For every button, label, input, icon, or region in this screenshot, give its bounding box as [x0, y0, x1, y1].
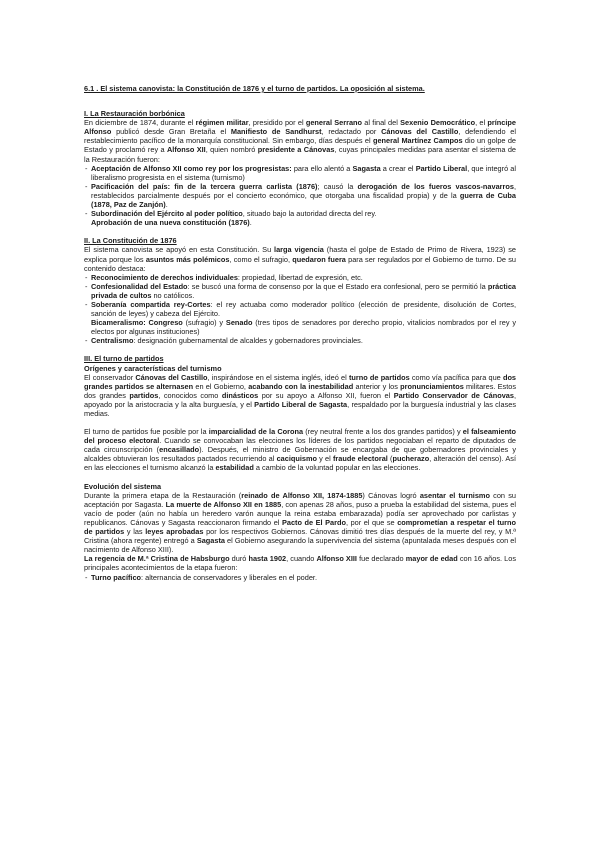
list-item: [84, 182, 516, 209]
text-run: : propiedad, libertad de expresión, etc.: [237, 272, 363, 282]
text-run: no católicos.: [151, 290, 195, 300]
text-run: : alternancia de conservadores y liberales en el poder.: [141, 572, 317, 582]
text-run: .: [249, 218, 252, 228]
bold-text: Manifiesto de Sandhurst: [230, 127, 322, 137]
text-run: , apoyado por la aristocracia y la alta burguesía, y el: [84, 390, 516, 409]
bold-text: acabando con la inestabilidad: [248, 381, 354, 391]
bold-text: caciquismo: [276, 454, 317, 464]
text-run: dio un golpe de Estado y proclamó rey a: [84, 136, 516, 155]
section-heading: II. La Constitución de 1876: [84, 236, 177, 246]
bold-text: derogación de los fueros vascos-navarros: [357, 181, 514, 191]
text-run: , respaldado por la burguesía industrial y las clases medias.: [84, 399, 516, 418]
text-run: El sistema canovista se apoyó en esta Constitución. Su: [84, 245, 275, 255]
bold-text: Alfonso XII: [166, 145, 206, 155]
paragraph: [84, 491, 516, 555]
list-item-continued: [84, 318, 516, 336]
bold-text: leyes aprobadas: [145, 527, 204, 537]
bold-text: estabilidad: [215, 463, 254, 473]
bold-text: presidente a Cánovas: [257, 145, 335, 155]
section-heading: III. El turno de partidos: [84, 354, 164, 364]
list-item: [84, 336, 516, 345]
text-run: , cuyas principales medidas para asentar el sistema de la Restauración fueron:: [84, 145, 516, 164]
text-run: para ser regulados por el Gobierno de turno. De su contenido destaca:: [84, 254, 516, 273]
text-run: , presidido por el: [248, 118, 306, 128]
text-run: , quien nombró: [205, 145, 258, 155]
subsection-heading: Orígenes y características del turnismo: [84, 363, 222, 373]
bold-text: Cánovas del Castillo: [381, 127, 459, 137]
text-run: , como el sufragio,: [229, 254, 293, 264]
bold-text: Turno pacífico: [91, 572, 142, 582]
list-item: [84, 209, 516, 218]
bold-text: Pacto de El Pardo: [281, 517, 346, 527]
bold-text: el falseamiento del proceso electoral: [84, 427, 516, 446]
bold-text: pronunciamientos: [400, 381, 464, 391]
bold-text: comprometían a respetar el turno de partidos: [84, 517, 516, 537]
bold-text: Subordinación del Ejército al poder político: [91, 209, 243, 219]
text-run: Durante la primera etapa de la Restauración (: [84, 490, 242, 500]
bold-text: Sagasta: [196, 536, 225, 546]
text-run: , que integró al liberalismo progresista en el sistema (turnismo): [91, 163, 516, 182]
list-item-continued: [84, 218, 516, 227]
text-run: duró: [229, 554, 249, 564]
bold-text: turno de partidos: [348, 372, 410, 382]
bold-text: fraude electoral: [332, 454, 388, 464]
text-run: fue declarado: [356, 554, 406, 564]
bold-text: La muerte de Alfonso XII en 1885: [165, 499, 282, 509]
bold-text: asentar el turnismo: [419, 490, 490, 500]
text-run: (hasta el golpe de Estado de Primo de Rivera, 1923) se explica porque los: [84, 245, 517, 264]
bold-text: asuntos más polémicos: [145, 254, 230, 264]
text-run: , alteración del censo). Así en las elecciones el turnismo alcanzó la: [84, 454, 516, 473]
text-run: al final del: [362, 118, 401, 128]
text-run: : se buscó una forma de consenso por la que el Estado era confesional, pero se permitió la: [187, 281, 488, 291]
bold-text: dinásticos: [221, 390, 259, 400]
paragraph: [84, 118, 516, 163]
bold-text: reinado de Alfonso XII, 1874-1885: [241, 490, 363, 500]
bold-text: Centralismo: [91, 336, 134, 346]
bold-text: dos grandes partidos se alternasen: [84, 372, 517, 391]
text-run: y las: [124, 527, 146, 537]
bold-text: Cánovas del Castillo: [135, 372, 208, 382]
list-item: [84, 273, 516, 282]
text-run: , redactado por: [321, 127, 382, 137]
bold-text: partidos: [129, 390, 159, 400]
bold-text: pucherazo: [392, 454, 430, 464]
paragraph: [84, 373, 516, 418]
text-run: (rey neutral frente a los dos grandes partidos) y: [303, 427, 463, 437]
bold-text: Partido Liberal de Sagasta: [254, 399, 348, 409]
bold-text: Soberanía compartida rey-Cortes: [91, 299, 211, 309]
text-run: el Gobierno asegurando la supervivencia del sistema (apuntalada meses después con el nacimiento de Alfonso XIII).: [84, 536, 516, 555]
text-run: para ello alentó a: [291, 163, 353, 173]
bold-text: Aceptación de Alfonso XII como rey por los progresistas:: [91, 163, 292, 173]
bold-text: régimen militar: [195, 118, 249, 128]
list-item: [84, 573, 516, 582]
text-run: , con apenas 28 años, puso a prueba la estabilidad del sistema, pues el vacío de poder (aún no había un heredero varón aunque la reina estaba embarazada) podía ser aprovechado por carlistas y republicanos. Cánovas y Sagasta reaccionaron firmando el: [84, 499, 516, 527]
text-run: , restablecidos parcialmente después por el concierto económico, que otorgaba una fiscalidad propia) y de la: [91, 181, 516, 200]
bold-text: general Serrano: [305, 118, 363, 128]
text-run: anterior y los: [353, 381, 401, 391]
bold-text: larga vigencia: [274, 245, 324, 255]
text-run: ) Cánovas logró: [362, 490, 420, 500]
bold-text: Partido Conservador de Cánovas: [393, 390, 514, 400]
text-run: ). Después, el ministro de Gobernación se encargaba de que gobernadores provinciales y alcaldes obtuvieran los resultados pactados recurriendo al: [84, 445, 516, 464]
bold-text: Senado: [225, 318, 253, 328]
paragraph: [84, 427, 516, 472]
text-run: con su aceptación por Sagasta.: [84, 490, 516, 509]
text-run: a crear el: [380, 163, 416, 173]
text-run: : el rey actuaba como moderador político (elección de presidente, disolución de Cortes, sanción de leyes) y cabeza del Ejército.: [91, 299, 516, 319]
text-run: en el Gobierno,: [193, 381, 249, 391]
text-run: , defendiendo el restablecimiento pacífico de la monarquía constitucional. Sin embargo, días después el: [84, 127, 516, 146]
text-run: , inspirándose en el sistema inglés, ideó el: [207, 372, 349, 382]
bold-text: encasillado: [159, 445, 200, 455]
subsection-heading: Evolución del sistema: [84, 481, 162, 491]
text-run: con 16 años. Los principales acontecimientos de la etapa fueron:: [84, 554, 516, 573]
list-item: [84, 282, 516, 300]
bold-text: práctica privada de cultos: [91, 281, 516, 300]
text-run: , el: [475, 118, 488, 128]
text-run: por su apoyo a Alfonso XII, fueron el: [258, 390, 394, 400]
text-run: El conservador: [84, 372, 136, 382]
text-run: por los respectivos Gobiernos. Cánovas dimitió tres días después de la muerte del rey, y M.ª Cristina (ahora regente) entregó a: [84, 527, 516, 546]
text-run: como vía pacífica para que: [409, 372, 503, 382]
text-run: , situado bajo la autoridad directa del rey.: [242, 209, 377, 219]
bold-text: Partido Liberal: [415, 163, 468, 173]
paragraph: [84, 554, 516, 572]
text-run: , por el que se: [345, 517, 398, 527]
text-run: (tres tipos de senadores por derecho propio, vitalicios nombrados por el rey y electos por algunas instituciones): [91, 318, 516, 337]
document-body: [84, 84, 516, 582]
bold-text: Alfonso XIII: [316, 554, 357, 564]
text-run: a cambio de la voluntad popular en las elecciones.: [253, 463, 421, 473]
bold-text: Sagasta: [352, 163, 381, 173]
bold-text: imparcialidad de la Corona: [208, 427, 304, 437]
bold-text: general Martínez Campos: [372, 136, 463, 146]
text-run: , cuando: [286, 554, 317, 564]
text-run: y el: [316, 454, 333, 464]
document-title: 6.1 . El sistema canovista: la Constitución de 1876 y el turno de partidos. La oposición al sistema.: [84, 84, 425, 93]
bold-text: Bicameralismo: Congreso: [91, 318, 183, 328]
text-run: , conocidos como: [158, 390, 222, 400]
paragraph: [84, 245, 516, 272]
bold-text: Reconocimiento de derechos individuales: [91, 272, 238, 282]
bold-text: La regencia de M.ª Cristina de Habsburgo: [84, 554, 230, 564]
text-run: . Cuando se convocaban las elecciones los líderes de los partidos negociaban el reparto de diputados de cada circunscripción (: [84, 436, 516, 455]
text-run: (: [387, 454, 393, 464]
bold-text: príncipe Alfonso: [84, 118, 516, 137]
bold-text: Confesionalidad del Estado: [91, 281, 188, 291]
bold-text: Sexenio Democrático: [400, 118, 476, 128]
list-item: [84, 300, 516, 318]
bold-text: Aprobación de una nueva constitución (1876): [91, 218, 250, 228]
list-item: [84, 164, 516, 182]
bold-text: mayor de edad: [405, 554, 458, 564]
bold-text: quedaron fuera: [292, 254, 346, 264]
text-run: : designación gubernamental de alcaldes y gobernadores provinciales.: [133, 336, 363, 346]
text-run: militares. Estos dos grandes: [84, 381, 517, 400]
text-run: .: [165, 200, 168, 210]
text-run: publicó desde Gran Bretaña el: [111, 127, 231, 137]
text-run: El turno de partidos fue posible por la: [84, 427, 209, 437]
bold-text: guerra de Cuba (1878, Paz de Zanjón): [91, 190, 516, 210]
bold-text: Pacificación del país: fin de la tercera guerra carlista (1876): [91, 181, 318, 191]
text-run: (sufragio) y: [182, 318, 226, 328]
text-run: ; causó la: [317, 181, 358, 191]
bold-text: hasta 1902: [248, 554, 287, 564]
text-run: En diciembre de 1874, durante el: [84, 118, 196, 128]
section-heading: I. La Restauración borbónica: [84, 109, 185, 119]
